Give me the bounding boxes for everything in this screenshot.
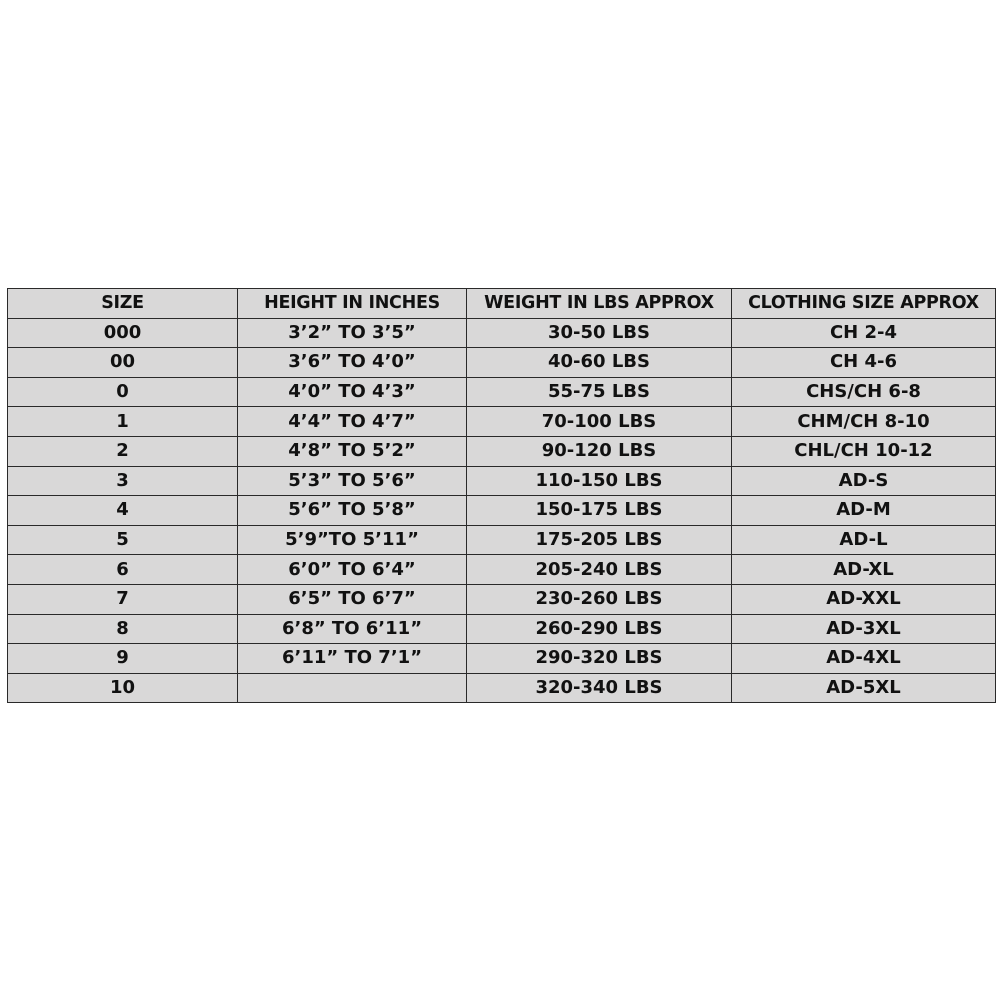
cell-clothing-size: AD-S xyxy=(732,466,996,496)
cell-size: 7 xyxy=(8,584,238,614)
cell-weight: 175-205 LBS xyxy=(467,525,732,555)
cell-clothing-size: CHM/CH 8-10 xyxy=(732,407,996,437)
cell-size: 0 xyxy=(8,377,238,407)
cell-clothing-size: CHL/CH 10-12 xyxy=(732,436,996,466)
cell-weight: 70-100 LBS xyxy=(467,407,732,437)
table-row xyxy=(8,496,996,526)
cell-weight: 110-150 LBS xyxy=(467,466,732,496)
cell-clothing-size: CH 2-4 xyxy=(732,318,996,348)
cell-size: 00 xyxy=(8,348,238,378)
cell-height xyxy=(238,673,467,703)
cell-clothing-size: AD-5XL xyxy=(732,673,996,703)
cell-size: 10 xyxy=(8,673,238,703)
table-row xyxy=(8,318,996,348)
cell-size: 2 xyxy=(8,436,238,466)
table-row xyxy=(8,348,996,378)
cell-height: 5’3” TO 5’6” xyxy=(238,466,467,496)
cell-weight: 150-175 LBS xyxy=(467,496,732,526)
cell-size: 4 xyxy=(8,496,238,526)
cell-weight: 40-60 LBS xyxy=(467,348,732,378)
table-row xyxy=(8,673,996,703)
cell-clothing-size: AD-M xyxy=(732,496,996,526)
cell-weight: 55-75 LBS xyxy=(467,377,732,407)
cell-weight: 290-320 LBS xyxy=(467,644,732,674)
cell-size: 5 xyxy=(8,525,238,555)
cell-height: 3’2” TO 3’5” xyxy=(238,318,467,348)
cell-size: 6 xyxy=(8,555,238,585)
cell-weight: 90-120 LBS xyxy=(467,436,732,466)
table-row xyxy=(8,644,996,674)
table-row xyxy=(8,584,996,614)
cell-clothing-size: CH 4-6 xyxy=(732,348,996,378)
table-row xyxy=(8,436,996,466)
cell-height: 4’0” TO 4’3” xyxy=(238,377,467,407)
table-header xyxy=(8,289,996,319)
cell-clothing-size: AD-L xyxy=(732,525,996,555)
header-clothing-size: CLOTHING SIZE APPROX xyxy=(732,289,996,319)
header-size: SIZE xyxy=(8,289,238,319)
cell-clothing-size: AD-XXL xyxy=(732,584,996,614)
cell-weight: 230-260 LBS xyxy=(467,584,732,614)
table-row xyxy=(8,407,996,437)
cell-size: 9 xyxy=(8,644,238,674)
header-height: HEIGHT IN INCHES xyxy=(238,289,467,319)
table-row xyxy=(8,555,996,585)
table-row xyxy=(8,525,996,555)
cell-clothing-size: AD-3XL xyxy=(732,614,996,644)
header-weight: WEIGHT IN LBS APPROX xyxy=(467,289,732,319)
cell-height: 5’9”TO 5’11” xyxy=(238,525,467,555)
cell-height: 3’6” TO 4’0” xyxy=(238,348,467,378)
cell-weight: 205-240 LBS xyxy=(467,555,732,585)
cell-clothing-size: AD-XL xyxy=(732,555,996,585)
cell-height: 6’8” TO 6’11” xyxy=(238,614,467,644)
table-row xyxy=(8,377,996,407)
cell-weight: 260-290 LBS xyxy=(467,614,732,644)
cell-height: 6’11” TO 7’1” xyxy=(238,644,467,674)
cell-weight: 320-340 LBS xyxy=(467,673,732,703)
cell-clothing-size: CHS/CH 6-8 xyxy=(732,377,996,407)
size-chart-table xyxy=(7,288,996,703)
cell-height: 4’8” TO 5’2” xyxy=(238,436,467,466)
cell-size: 8 xyxy=(8,614,238,644)
cell-size: 3 xyxy=(8,466,238,496)
table-body xyxy=(8,318,996,703)
cell-size: 000 xyxy=(8,318,238,348)
table-row xyxy=(8,466,996,496)
cell-clothing-size: AD-4XL xyxy=(732,644,996,674)
table-row xyxy=(8,614,996,644)
header-row xyxy=(8,289,996,319)
cell-height: 4’4” TO 4’7” xyxy=(238,407,467,437)
cell-height: 6’5” TO 6’7” xyxy=(238,584,467,614)
cell-weight: 30-50 LBS xyxy=(467,318,732,348)
cell-size: 1 xyxy=(8,407,238,437)
cell-height: 6’0” TO 6’4” xyxy=(238,555,467,585)
cell-height: 5’6” TO 5’8” xyxy=(238,496,467,526)
